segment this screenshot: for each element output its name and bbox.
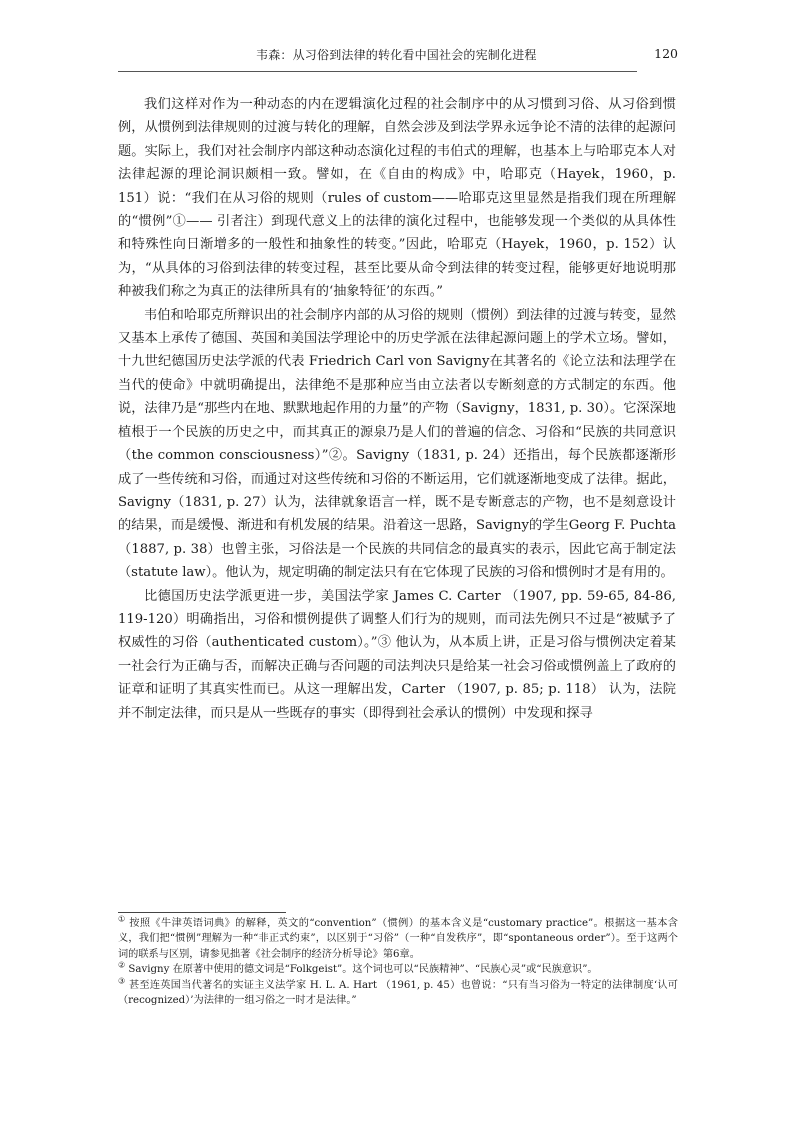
footnotes	[118, 916, 678, 1008]
footnote	[118, 962, 678, 977]
paragraph: 我们这样对作为一种动态的内在逻辑演化过程的社会制序中的从习惯到习俗、从习俗到惯例，从惯例到法律规则的过渡与转化的理解，自然会涉及到法学界永远争论不清的法律的起源问题。实际上，我们对社会制序内部这种动态演化过程的韦伯式的理解，也基本上与哈耶克本人对法律起源的理论洞识颇相一致。譬如，在《自由的构成》中，哈耶克（Hayek，1960，p. 151）说：“我们在从习俗的规则（rules of custom——哈耶克这里显然是指我们现在所理解的“惯例”①—— 引者注）到现代意义上的法律的演化过程中，也能够发现一个类似的从具体性和特殊性向日渐增多的一般性和抽象性的转变。”因此，哈耶克（Hayek，1960，p. 152）认为，“从具体的习俗到法律的转变过程，甚至比要从命令到法律的转变过程，能够更好地说明那种被我们称之为真正的法律所具有的‘抽象特征’的东西。”	[118, 97, 676, 300]
footnote	[118, 916, 678, 962]
footnote-rule	[118, 912, 286, 913]
footnote-mark: ③	[118, 976, 126, 986]
footnote-text: 甚至连英国当代著名的实证主义法学家 H. L. A. Hart （1961, p. 45）也曾说：“只有当习俗为一特定的法律制度‘认可（recognized）’为法律的一组习俗之一时才是法律。”	[118, 979, 678, 1007]
footnote-mark: ②	[118, 960, 126, 970]
running-title: 韦森：从习俗到法律的转化看中国社会的宪制化进程	[256, 48, 537, 62]
paragraph: 比德国历史法学派更进一步，美国法学家 James C. Carter （1907, pp. 59-65, 84-86, 119-120）明确指出，习俗和惯例提供了调整人们行为的规则，而司法先例只不过是“被赋予了权威性的习俗（authenticated custom）。”③ 他认为，从本质上讲，正是习俗与惯例决定着某一社会行为正确与否，而解决正确与否问题的司法判决只是给某一社会习俗或惯例盖上了政府的证章和证明了其真实性而已。从这一理解出发，Carter （1907, p. 85; p. 118） 认为，法院并不制定法律，而只是从一些既存的事实（即得到社会承认的惯例）中发现和探寻	[118, 588, 676, 721]
footnote-text: 按照《牛津英语词典》的解释，英文的“convention”（惯例）的基本含义是“customary practice”。根据这一基本含义，我们把“惯例”理解为一种“非正式约束”，以区别于“习俗”（一种“自发秩序”，即“spontaneous order”）。至于这两个词的联系与区别，请参见拙著《社会制序的经济分析导论》第6章。	[118, 918, 678, 960]
footnote	[118, 978, 678, 1009]
header-rule	[118, 71, 637, 72]
running-header	[118, 46, 678, 68]
page-number: 120	[654, 46, 678, 61]
footnote-text: Savigny 在原著中使用的德文词是“Folkgeist”。这个词也可以“民族精神”、“民族心灵”或“民族意识”。	[128, 964, 598, 976]
body-text	[118, 93, 676, 725]
footnote-mark: ①	[118, 914, 126, 924]
paragraph: 韦伯和哈耶克所辩识出的社会制序内部的从习俗的规则（惯例）到法律的过渡与转变，显然又基本上承传了德国、英国和美国法学理论中的历史学派在法律起源问题上的学术立场。譬如，十九世纪德国历史法学派的代表 Friedrich Carl von Savigny在其著名的《论立法和法理学在当代的使命》中就明确提出，法律绝不是那种应当由立法者以专断刻意的方式制定的东西。他说，法律乃是“那些内在地、默默地起作用的力量”的产物（Savigny，1831, p. 30）。它深深地植根于一个民族的历史之中，而其真正的源泉乃是人们的普遍的信念、习俗和“民族的共同意识（the common consciousness）”②。Savigny（1831, p. 24）还指出，每个民族都逐渐形成了一些传统和习俗，而通过对这些传统和习俗的不断运用，它们就逐渐地变成了法律。据此，Savigny（1831, p. 27）认为，法律就象语言一样，既不是专断意志的产物，也不是刻意设计的结果，而是缓慢、渐进和有机发展的结果。沿着这一思路，Savigny的学生Georg F. Puchta（1887, p. 38）也曾主张，习俗法是一个民族的共同信念的最真实的表示，因此它高于制定法（statute law）。他认为，规定明确的制定法只有在它体现了民族的习俗和惯例时才是有用的。	[118, 307, 676, 581]
